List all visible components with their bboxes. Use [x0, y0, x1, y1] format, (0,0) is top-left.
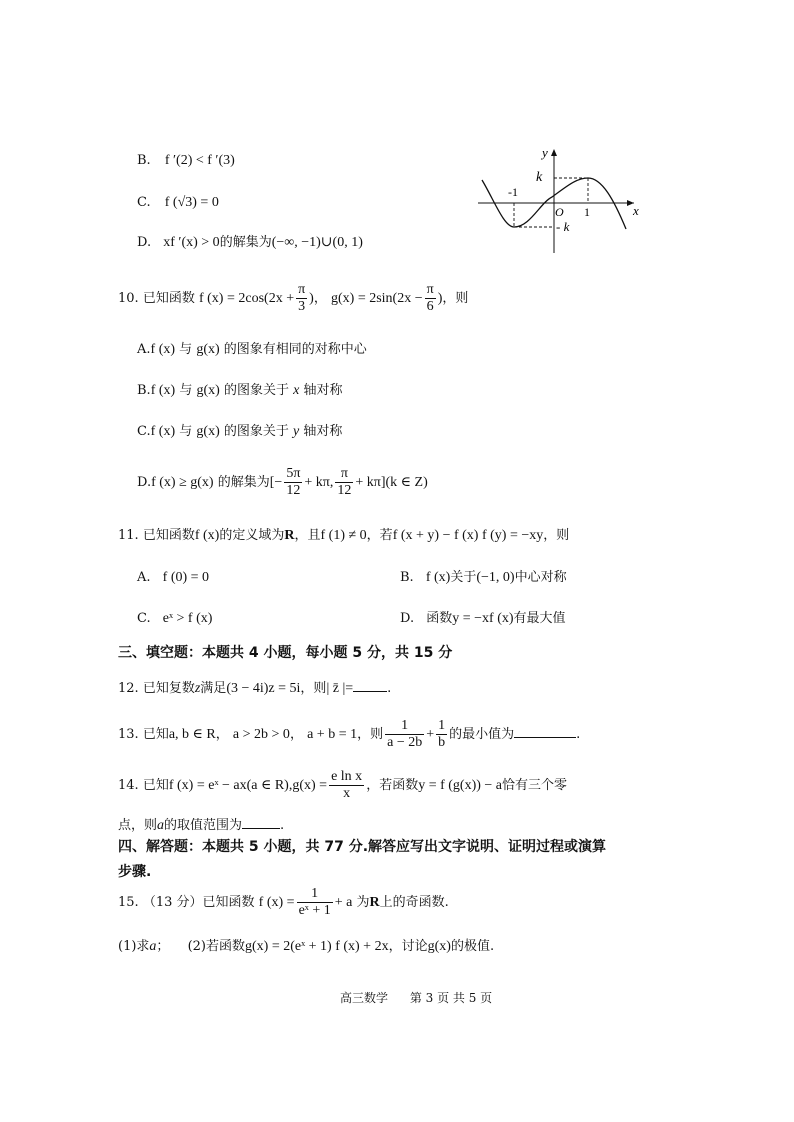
option-label: A.: [137, 570, 151, 585]
q9-option-c: [137, 196, 219, 210]
q14-var: a: [157, 818, 165, 833]
frac-num: π: [425, 282, 436, 299]
option-label: D.: [137, 235, 152, 250]
q10-d-frac2: [335, 466, 353, 499]
reals-symbol: R: [284, 528, 295, 543]
frac-den: 12: [337, 483, 352, 499]
q13-frac1: [385, 718, 424, 751]
q11-b-text-end: 中心对称: [514, 570, 567, 585]
q11-domain-text: 的定义域为: [219, 528, 285, 543]
question-number: 13.: [118, 727, 139, 743]
q11-equation: f (x + y) − f (x) f (y) = −xy: [392, 528, 544, 543]
q9-option-c-expr: f (√3) = 0: [164, 195, 219, 210]
q15-f-def: f (x) =: [258, 895, 295, 911]
q11-stem: [118, 529, 569, 543]
one-label: 1: [584, 205, 590, 219]
frac-num: 1: [297, 886, 333, 903]
q10-g-close: ): [437, 291, 443, 307]
q13-sep: ，: [289, 727, 303, 743]
frac-den: a − 2b: [387, 735, 423, 751]
g-of-x: g(x): [196, 383, 220, 398]
question-number: 10.: [118, 291, 139, 307]
q14-g-def: g(x) =: [292, 778, 328, 794]
option-label: C.: [137, 424, 151, 439]
q10-g-frac: [425, 282, 436, 315]
q13-text: 已知: [142, 727, 169, 743]
q9-option-d-set: (−∞, −1)∪(0, 1): [271, 235, 363, 250]
g-of-x: g(x): [196, 342, 220, 357]
q10-g-def: g(x) = 2sin(2x −: [331, 291, 423, 307]
q10-option-b: [137, 384, 342, 398]
q10-f-close: ): [309, 291, 314, 307]
option-label: B.: [137, 383, 151, 398]
option-label: B.: [400, 570, 414, 585]
q15-score: （13 分）: [142, 895, 203, 911]
g-of-x: g(x): [196, 424, 220, 439]
q14-three-zeros: 恰有三个零: [502, 778, 568, 794]
q11-and: ，且: [294, 528, 321, 543]
reals-symbol: R: [369, 895, 380, 911]
q15-part2-g: g(x) = 2(eˣ + 1) f (x) + 2x: [245, 939, 389, 954]
x-axis-label: x: [633, 203, 639, 218]
q13-min-text: 的最小值为: [449, 727, 515, 743]
q10-d-expr: f (x) ≥ g(x): [151, 475, 214, 491]
footer-subject: 高三数学: [340, 991, 389, 1005]
option-label: D.: [400, 611, 415, 626]
q13-cond1: a, b ∈ R: [168, 727, 216, 743]
frac-num: π: [335, 466, 353, 483]
option-label: A.: [137, 342, 151, 357]
q10-option-a: [137, 343, 367, 357]
f-of-x: f (x): [150, 424, 176, 439]
q14-if: ，若函数: [366, 778, 419, 794]
question-number: 14.: [118, 778, 139, 794]
answer-blank[interactable]: [353, 681, 387, 692]
frac-num: 5π: [284, 466, 302, 483]
q15-is: 为: [356, 895, 370, 911]
q13-stem: [118, 718, 580, 751]
q11-b-text: 关于: [450, 570, 477, 585]
q14-end: .: [280, 818, 285, 833]
q15-text: 已知函数: [202, 895, 255, 911]
q11-if: ，若: [366, 528, 393, 543]
q13-plus: +: [426, 727, 435, 743]
q11-d-text-end: 有最大值: [513, 611, 566, 626]
answer-blank[interactable]: [242, 818, 280, 829]
q15-part1: (1)求: [118, 939, 150, 954]
q14-h-def: y = f (g(x)) − a: [418, 778, 503, 794]
q13-cond2: a > 2b > 0: [232, 727, 290, 743]
q11-a-expr: f (0) = 0: [162, 570, 210, 585]
option-label: C.: [137, 611, 151, 626]
q14-line2: [118, 818, 284, 833]
q11-option-d: [400, 612, 566, 626]
q15-part2: (2)若函数: [187, 939, 245, 954]
q10-f-def: f (x) = 2cos(2x +: [198, 291, 295, 307]
section-4-heading: 四、解答题：本题共 5 小题，共 77 分.解答应写出文字说明、证明过程或演算: [118, 839, 607, 855]
q15-part1-var: a: [149, 939, 157, 954]
q12-equation: (3 − 4i)z = 5i: [226, 681, 301, 696]
q10-f-frac: [296, 282, 307, 315]
frac-den: 12: [286, 483, 301, 499]
q13-end: .: [576, 727, 581, 743]
q11-option-b: [400, 571, 567, 585]
q11-then: ，则: [543, 528, 570, 543]
q9-option-d: [137, 236, 363, 250]
q10-d-end: + kπ](k ∈ Z): [355, 475, 428, 491]
q11-b-point: (−1, 0): [476, 570, 515, 585]
q9-option-b-expr: f ′(2) < f ′(3): [164, 153, 235, 168]
q12-stem: [118, 681, 391, 696]
neg-k-label: - k: [556, 219, 570, 234]
section-4-heading-cont: 步骤.: [118, 864, 152, 880]
q10-tail: ，则: [442, 291, 469, 307]
derivative-graph: [474, 145, 644, 255]
q10-a-mid: 与: [179, 342, 193, 357]
q15-f-tail: + a: [334, 895, 353, 911]
q15-stem: [118, 886, 449, 919]
q10-comma: ，: [313, 291, 327, 307]
option-label: D.: [137, 475, 152, 491]
q10-option-c: [137, 425, 342, 439]
question-number: 12.: [118, 681, 139, 696]
q10-option-d: [137, 466, 428, 499]
q10-d-open: [−: [269, 475, 283, 491]
frac-num: 1: [385, 718, 424, 735]
q10-b-text-end: 轴对称: [303, 383, 343, 398]
q15-part2-discuss: ，讨论: [388, 939, 428, 954]
frac-den: eˣ + 1: [298, 903, 331, 919]
q15-part1-end: ；: [156, 939, 170, 954]
q10-stem: [118, 282, 468, 315]
q12-var: z: [194, 681, 201, 696]
q10-a-text: 的图象有相同的对称中心: [223, 342, 367, 357]
q10-c-mid: 与: [179, 424, 193, 439]
q14-text: 已知: [142, 778, 169, 794]
question-number: 15.: [118, 895, 139, 911]
q10-stem-text: 已知函数: [142, 291, 195, 307]
q13-cond3: a + b = 1: [307, 727, 358, 743]
q11-c-expr: eˣ > f (x): [162, 611, 213, 626]
y-axis-arrow-icon: [551, 149, 557, 156]
q12-text: 已知复数: [142, 681, 195, 696]
q12-satisfies: 满足: [200, 681, 227, 696]
y-axis-label: y: [542, 145, 548, 160]
page-number: 第 3 页 共 5 页: [409, 991, 493, 1005]
q13-sep: ，: [215, 727, 229, 743]
option-label: C.: [137, 195, 151, 210]
q11-stem-text: 已知函数: [142, 528, 195, 543]
frac-den: b: [438, 735, 446, 751]
q14-f-def: f (x) = eˣ − ax(a ∈ R),: [168, 778, 293, 794]
frac-den: 6: [426, 299, 434, 315]
q11-option-c: [137, 612, 212, 626]
q14-range-text: 的取值范围为: [164, 818, 243, 833]
question-number: 11.: [118, 528, 139, 543]
q10-b-mid: 与: [179, 383, 193, 398]
answer-blank[interactable]: [514, 727, 576, 738]
q15-parts: [118, 940, 494, 954]
q13-frac2: [436, 718, 447, 751]
frac-num: e ln x: [329, 769, 364, 786]
frac-den: x: [343, 786, 351, 802]
frac-den: 3: [298, 299, 306, 315]
origin-label: O: [555, 205, 564, 219]
frac-num: π: [296, 282, 307, 299]
f-of-x: f (x): [425, 570, 451, 585]
f-of-x: f (x): [150, 383, 176, 398]
k-label: k: [536, 170, 543, 185]
q9-option-d-expr: xf ′(x) > 0: [163, 235, 220, 250]
q10-c-text: 的图象关于: [223, 424, 289, 439]
q12-then: ，则: [300, 681, 327, 696]
q12-abs: | z̄ |=: [326, 681, 354, 696]
neg1-label: -1: [508, 185, 518, 199]
q13-then: ，则: [357, 727, 384, 743]
q10-b-var: x: [293, 383, 300, 398]
q9-option-b: [137, 154, 235, 168]
section-3-heading: 三、填空题：本题共 4 小题，每小题 5 分，共 15 分: [118, 645, 453, 661]
footer: [340, 992, 492, 1004]
q11-cond: f (1) ≠ 0: [320, 528, 367, 543]
q15-part2-end: 的极值.: [450, 939, 495, 954]
option-label: B.: [137, 153, 151, 168]
q11-d-text: 函数: [426, 611, 453, 626]
q14-g-frac: [329, 769, 364, 802]
f-of-x: f (x): [150, 342, 176, 357]
q15-frac: [297, 886, 333, 919]
q10-c-text-end: 轴对称: [303, 424, 343, 439]
q10-d-text: 的解集为: [217, 475, 270, 491]
q10-b-text: 的图象关于: [223, 383, 289, 398]
q14-stem: [118, 769, 567, 802]
q10-d-frac1: [284, 466, 302, 499]
f-of-x: f (x): [194, 528, 220, 543]
frac-num: 1: [436, 718, 447, 735]
q9-option-d-text: 的解集为: [219, 235, 272, 250]
q14-line2-text: 点，则: [118, 818, 158, 833]
g-of-x: g(x): [427, 939, 451, 954]
q11-option-a: [137, 571, 209, 585]
q10-c-var: y: [293, 424, 300, 439]
q12-end: .: [387, 681, 392, 696]
q11-d-expr: y = −xf (x): [452, 611, 514, 626]
q15-odd-fn: 上的奇函数.: [379, 895, 449, 911]
q10-d-mid: + kπ,: [304, 475, 334, 491]
